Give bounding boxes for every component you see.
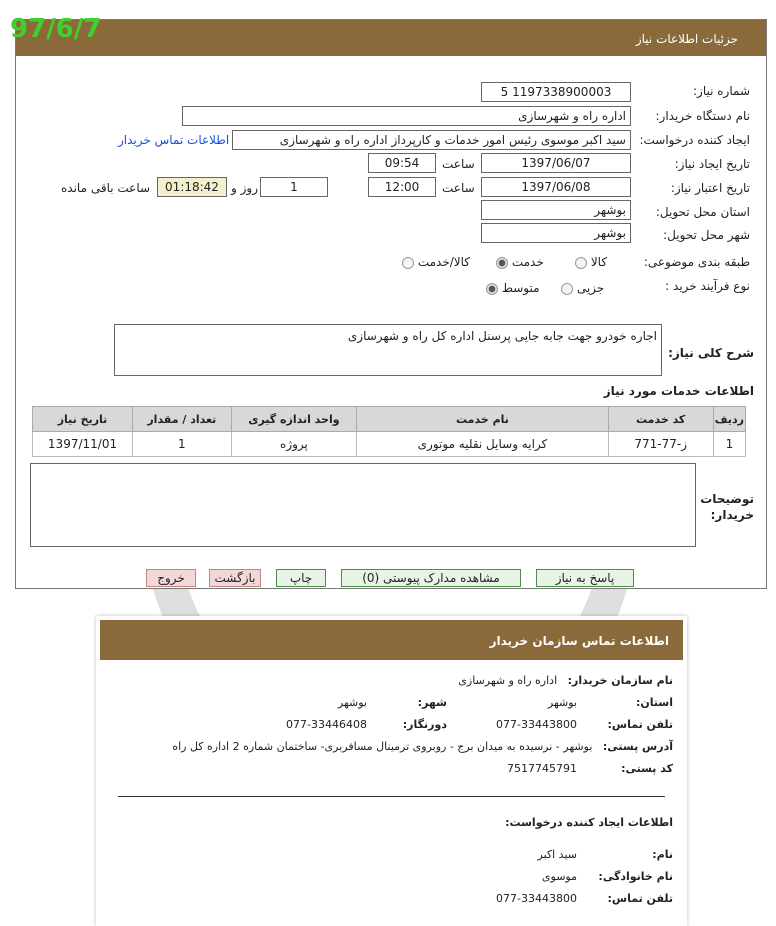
panel-header: جزئیات اطلاعات نیاز bbox=[16, 20, 766, 56]
services-header-row bbox=[33, 407, 746, 432]
created-date-label: تاریخ ایجاد نیاز: bbox=[674, 157, 750, 171]
remaining-time-label: ساعت باقی مانده bbox=[61, 181, 151, 195]
col-row: ردیف bbox=[713, 407, 745, 432]
requester-info-title bbox=[505, 816, 673, 829]
contact-province-label: استان: bbox=[636, 696, 673, 709]
valid-date-label: تاریخ اعتبار نیاز: bbox=[670, 181, 750, 195]
created-time-label: ساعت bbox=[442, 157, 475, 171]
category-option-service-label: خدمت bbox=[511, 255, 544, 269]
requester-name-value: سید اکبر bbox=[537, 848, 577, 861]
process-option-medium-label: متوسط bbox=[501, 281, 540, 295]
back-button[interactable]: بازگشت bbox=[209, 569, 261, 587]
buyer-notes-label-2: خریدار: bbox=[710, 508, 754, 522]
description-field: اجاره خودرو جهت جابه جایی پرسنل اداره کل راه و شهرسازی bbox=[114, 324, 662, 376]
col-service-name: نام خدمت bbox=[357, 407, 608, 432]
requester-family-label: نام خانوادگی: bbox=[598, 870, 673, 883]
requester-family-value: موسوی bbox=[541, 870, 577, 883]
requester-phone-value: 077-33443800 bbox=[496, 892, 577, 905]
requester-name-label: نام: bbox=[652, 848, 673, 861]
contact-province-row bbox=[636, 696, 673, 709]
radio-icon[interactable] bbox=[561, 283, 573, 295]
contact-fax-row bbox=[403, 718, 447, 731]
col-quantity: تعداد / مقدار bbox=[133, 407, 232, 432]
requester-name-row bbox=[652, 848, 673, 861]
contact-fax-value: 077-33446408 bbox=[286, 718, 367, 731]
city-label: شهر محل تحویل: bbox=[663, 228, 750, 242]
contact-phone-value: 077-33443800 bbox=[496, 718, 577, 731]
category-label: طبقه بندی موضوعی: bbox=[643, 255, 750, 269]
requester-phone-label: تلفن تماس: bbox=[607, 892, 673, 905]
cell-row: 1 bbox=[713, 432, 745, 457]
col-service-code: کد خدمت bbox=[608, 407, 713, 432]
radio-selected-icon[interactable] bbox=[496, 257, 508, 269]
category-option-goods-label: کالا bbox=[590, 255, 608, 269]
valid-time-label: ساعت bbox=[442, 181, 475, 195]
requester-family-row bbox=[598, 870, 673, 883]
category-option-service[interactable] bbox=[496, 255, 544, 269]
table-row bbox=[33, 432, 746, 457]
process-option-minor-label: جزیی bbox=[576, 281, 605, 295]
contact-phone-row bbox=[608, 718, 673, 731]
contact-postal-label: کد پستی: bbox=[621, 762, 673, 775]
category-option-both[interactable] bbox=[402, 255, 470, 269]
contact-city-value: بوشهر bbox=[337, 696, 367, 709]
contact-address-label: آدرس پستی: bbox=[602, 740, 673, 753]
valid-time-field: 12:00 bbox=[368, 177, 436, 197]
contact-province-value: بوشهر bbox=[547, 696, 577, 709]
province-field: بوشهر bbox=[481, 200, 631, 220]
buyer-org-label: نام دستگاه خریدار: bbox=[655, 109, 750, 123]
col-need-date: تاریخ نیاز bbox=[33, 407, 133, 432]
contact-address-value: بوشهر - نرسیده به میدان برج - روبروی ترمینال مسافربری- ساختمان شماره 2 اداره کل راه bbox=[172, 740, 593, 753]
need-details-panel bbox=[15, 19, 767, 589]
buyer-org-field: اداره راه و شهرسازی bbox=[182, 106, 631, 126]
valid-date-field: 1397/06/08 bbox=[481, 177, 631, 197]
contact-fax-label: دورنگار: bbox=[402, 718, 447, 731]
city-field: بوشهر bbox=[481, 223, 631, 243]
cell-quantity: 1 bbox=[133, 432, 232, 457]
description-label: شرح کلی نیاز: bbox=[668, 346, 754, 360]
buyer-notes-field bbox=[30, 463, 696, 547]
print-button[interactable]: چاپ bbox=[276, 569, 326, 587]
created-date-field: 1397/06/07 bbox=[481, 153, 631, 173]
remaining-time-field: 01:18:42 bbox=[157, 177, 227, 197]
exit-button[interactable]: خروج bbox=[146, 569, 196, 587]
contact-org-value: اداره راه و شهرسازی bbox=[458, 674, 558, 687]
buyer-contact-card bbox=[96, 616, 687, 926]
process-option-minor[interactable] bbox=[561, 281, 604, 295]
services-table bbox=[32, 406, 746, 457]
radio-icon[interactable] bbox=[575, 257, 587, 269]
radio-icon[interactable] bbox=[402, 257, 414, 269]
radio-selected-icon[interactable] bbox=[486, 283, 498, 295]
created-time-field: 09:54 bbox=[368, 153, 436, 173]
process-label: نوع فرآیند خرید : bbox=[665, 279, 750, 293]
contact-postal-row bbox=[621, 762, 673, 775]
cell-unit: پروژه bbox=[231, 432, 357, 457]
contact-org-row bbox=[458, 674, 673, 687]
reply-button[interactable]: پاسخ به نیاز bbox=[536, 569, 634, 587]
requester-field: سید اکبر موسوی رئیس امور خدمات و کارپرداز اداره راه و شهرسازی bbox=[232, 130, 631, 150]
contact-card-title: اطلاعات تماس سازمان خریدار bbox=[100, 620, 683, 660]
need-number-field: 1197338900003 5 bbox=[481, 82, 631, 102]
buyer-contact-link[interactable]: اطلاعات تماس خریدار bbox=[118, 133, 230, 147]
contact-org-label: نام سازمان خریدار: bbox=[567, 674, 673, 687]
requester-label: ایجاد کننده درخواست: bbox=[639, 133, 750, 147]
contact-phone-label: تلفن تماس: bbox=[607, 718, 673, 731]
cell-service-code: ز-77-771 bbox=[608, 432, 713, 457]
contact-city-row bbox=[418, 696, 447, 709]
need-number-label: شماره نیاز: bbox=[693, 84, 750, 98]
col-unit: واحد اندازه گیری bbox=[231, 407, 357, 432]
contact-postal-value: 7517745791 bbox=[507, 762, 577, 775]
contact-city-label: شهر: bbox=[417, 696, 447, 709]
services-title: اطلاعات خدمات مورد نیاز bbox=[603, 384, 754, 398]
stamp-date: 97/6/7 bbox=[10, 14, 102, 44]
card-divider bbox=[118, 796, 665, 797]
buyer-notes-label-1: توضیحات bbox=[700, 492, 754, 506]
requester-info-title-text: اطلاعات ایجاد کننده درخواست: bbox=[505, 816, 673, 829]
category-option-goods[interactable] bbox=[575, 255, 607, 269]
cell-need-date: 1397/11/01 bbox=[33, 432, 133, 457]
days-label: روز و bbox=[231, 181, 258, 195]
days-field: 1 bbox=[260, 177, 328, 197]
cell-service-name: کرایه وسایل نقلیه موتوری bbox=[357, 432, 608, 457]
process-option-medium[interactable] bbox=[486, 281, 540, 295]
attachments-button[interactable]: مشاهده مدارک پیوستی (0) bbox=[341, 569, 521, 587]
category-option-both-label: کالا/خدمت bbox=[417, 255, 471, 269]
requester-phone-row bbox=[608, 892, 673, 905]
province-label: استان محل تحویل: bbox=[655, 205, 750, 219]
contact-address-row bbox=[172, 740, 673, 753]
